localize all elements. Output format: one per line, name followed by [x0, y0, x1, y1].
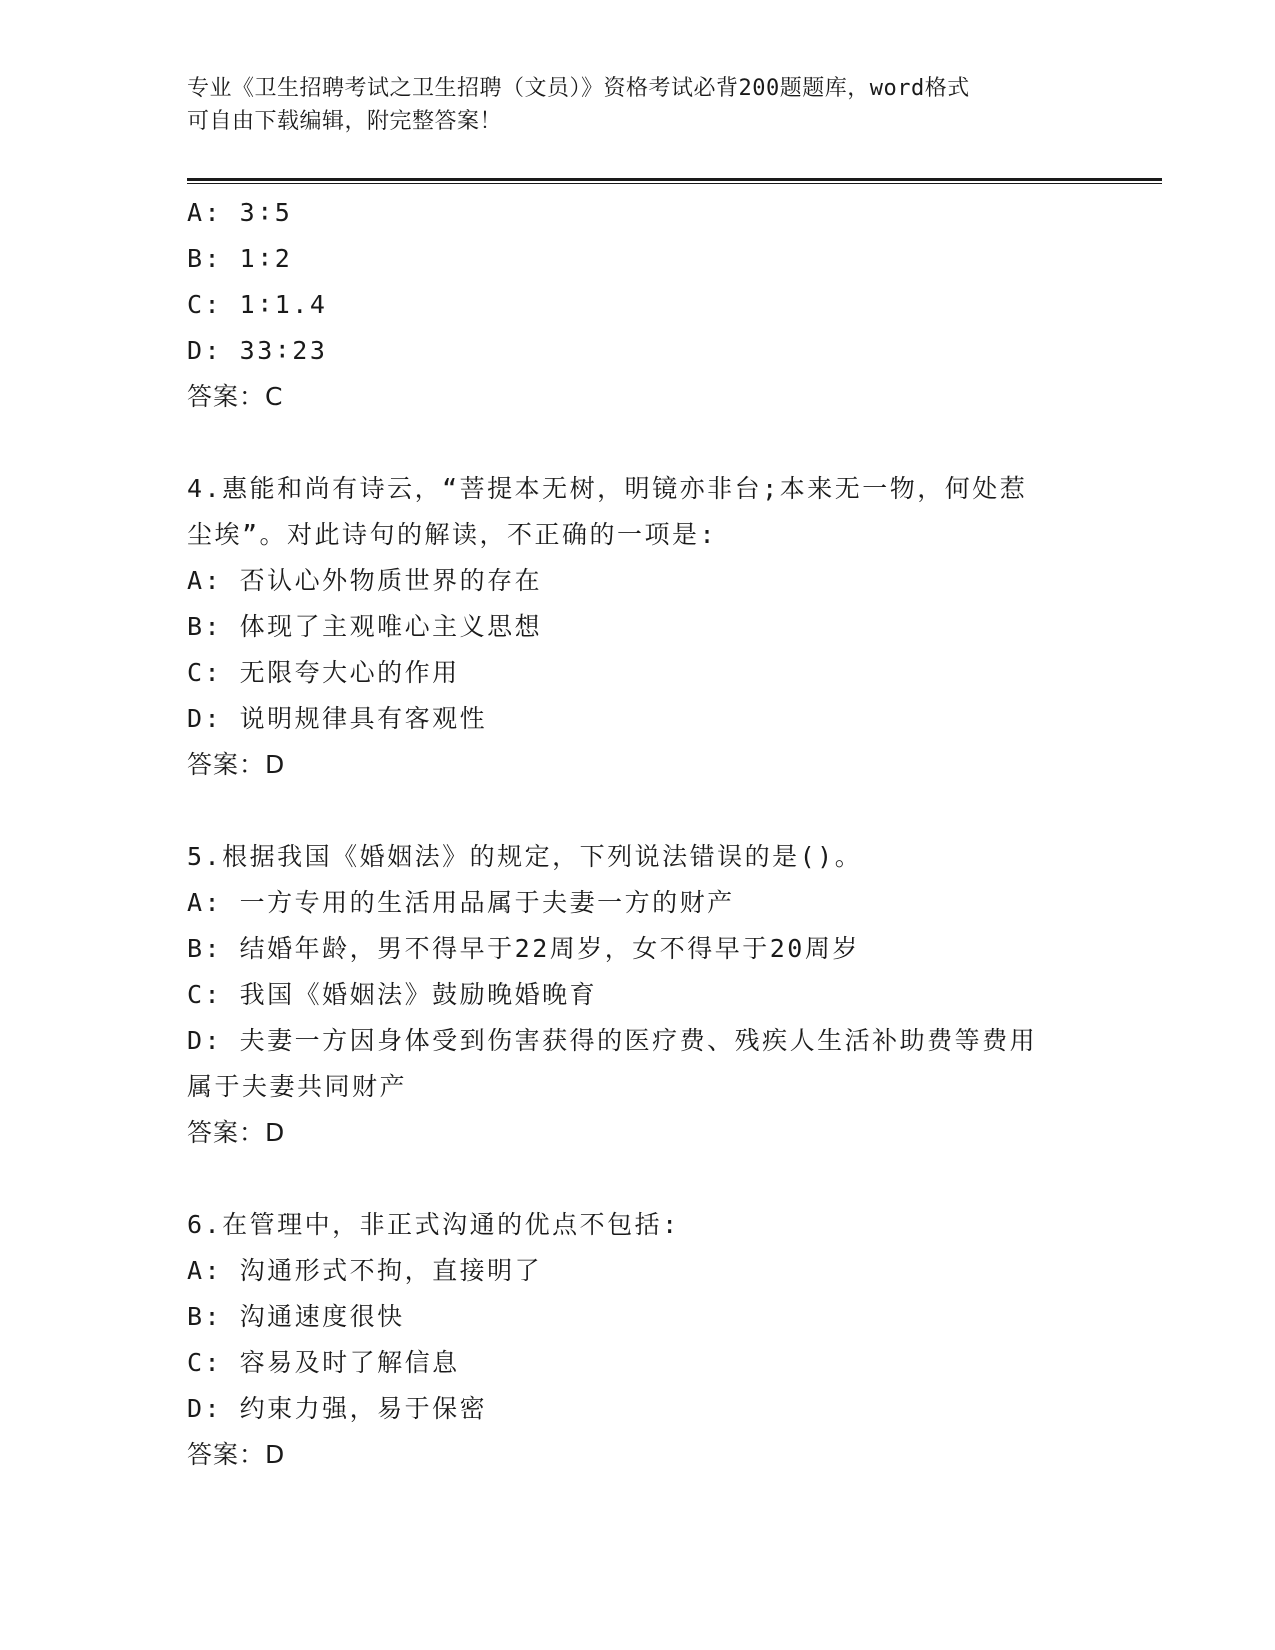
header-title-line-1: 专业《卫生招聘考试之卫生招聘（文员）》资格考试必背200题题库，word格式 [187, 76, 970, 101]
question-list [187, 190, 1087, 1478]
option-d: D: 约束力强，易于保密 [187, 1394, 488, 1423]
question-stem-line-1: 4.惠能和尚有诗云，“菩提本无树，明镜亦非台;本来无一物，何处惹 [187, 474, 1028, 503]
question-stem-line-2: 尘埃”。对此诗句的解读，不正确的一项是: [187, 520, 718, 549]
option-b: B: 体现了主观唯心主义思想 [187, 612, 543, 641]
option-a: A: 一方专用的生活用品属于夫妻一方的财产 [187, 888, 735, 917]
option-a: A: 3∶5 [187, 198, 293, 227]
document-header [187, 72, 1087, 138]
question-6 [187, 1202, 1087, 1478]
option-a: A: 沟通形式不拘，直接明了 [187, 1256, 543, 1285]
option-c: C: 无限夸大心的作用 [187, 658, 460, 687]
option-b: B: 1∶2 [187, 244, 293, 273]
question-4 [187, 466, 1087, 788]
question-5 [187, 834, 1087, 1156]
option-b: B: 沟通速度很快 [187, 1302, 405, 1331]
answer-line: 答案：D [187, 1440, 286, 1469]
header-title-line-2: 可自由下载编辑，附完整答案！ [187, 109, 503, 134]
option-c: C: 我国《婚姻法》鼓励晚婚晚育 [187, 980, 598, 1009]
question-stem: 6.在管理中，非正式沟通的优点不包括: [187, 1210, 680, 1239]
answer-line: 答案：C [187, 382, 284, 411]
spacer [187, 420, 1087, 466]
option-c: C: 容易及时了解信息 [187, 1348, 460, 1377]
option-d-line-1: D: 夫妻一方因身体受到伤害获得的医疗费、残疾人生活补助费等费用 [187, 1026, 1038, 1055]
option-b: B: 结婚年龄，男不得早于22周岁，女不得早于20周岁 [187, 934, 860, 963]
answer-line: 答案：D [187, 750, 286, 779]
option-d: D: 33∶23 [187, 336, 328, 365]
document-page [187, 0, 1162, 1650]
question-stem: 5.根据我国《婚姻法》的规定，下列说法错误的是()。 [187, 842, 863, 871]
header-divider-thick [187, 178, 1162, 181]
option-a: A: 否认心外物质世界的存在 [187, 566, 543, 595]
option-d-line-2: 属于夫妻共同财产 [187, 1072, 408, 1101]
spacer [187, 788, 1087, 834]
header-divider-thin [187, 183, 1162, 184]
spacer [187, 1156, 1087, 1202]
option-d: D: 说明规律具有客观性 [187, 704, 488, 733]
option-c: C: 1∶1.4 [187, 290, 328, 319]
answer-line: 答案：D [187, 1118, 286, 1147]
question-3 [187, 190, 1087, 420]
